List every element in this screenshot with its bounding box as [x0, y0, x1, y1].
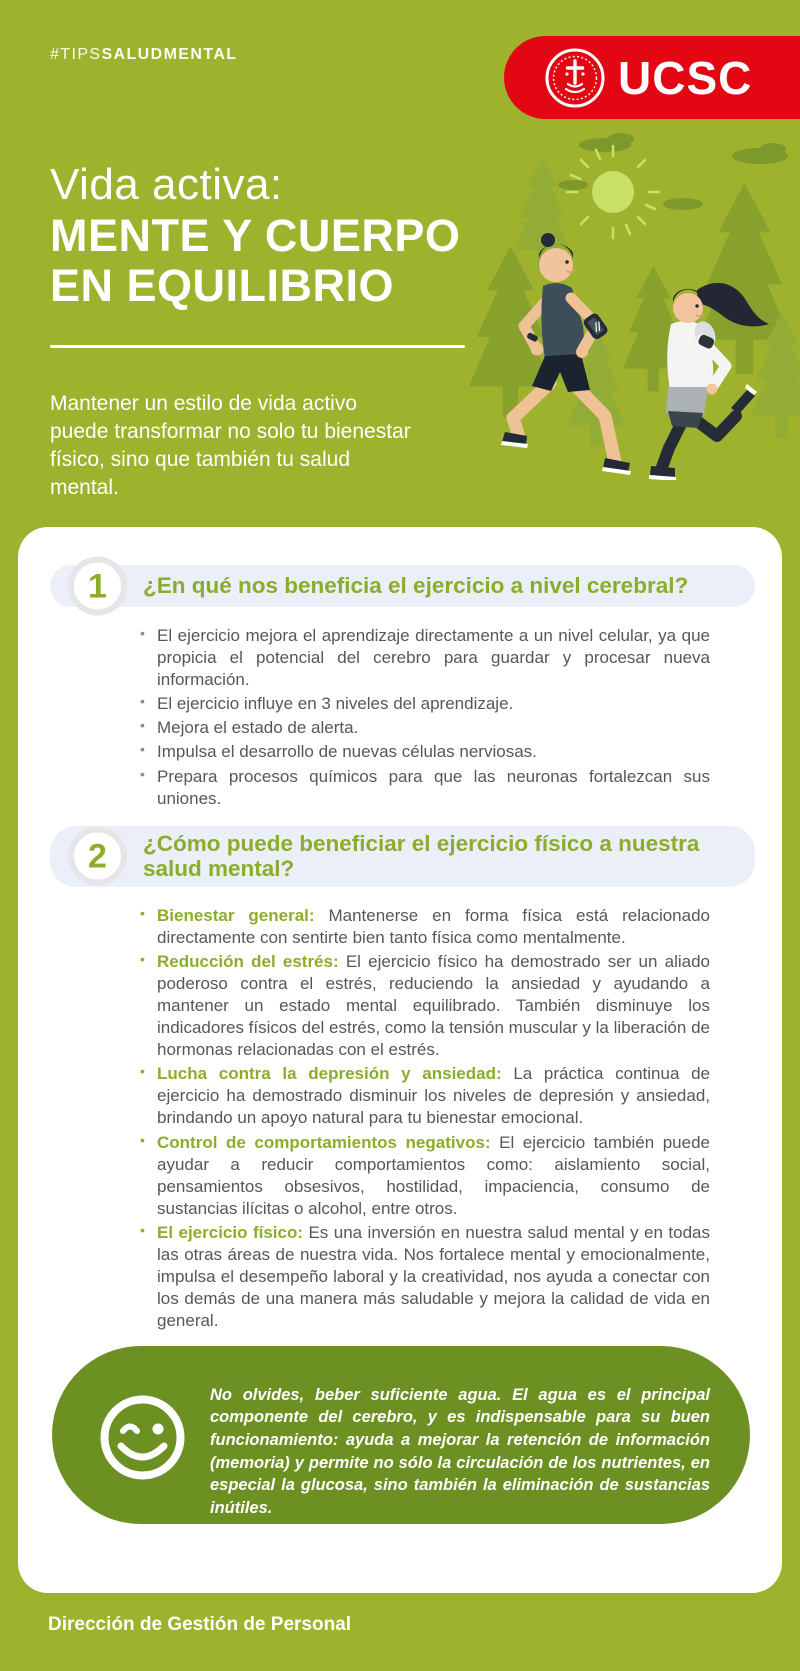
section-2-bullet-list: [157, 905, 710, 1333]
list-item: • El ejercicio influye en 3 niveles del aprendizaje.: [157, 693, 710, 715]
bullet-lead: Control de comportamientos negativos:: [157, 1132, 491, 1152]
section-1-bullet-list: [157, 625, 710, 810]
title-bold-line2: EN EQUILIBRIO: [50, 259, 395, 311]
content-card: [18, 527, 782, 1593]
list-item: • Control de comportamientos negativos: El ejercicio también puede ayudar a reducir comportamientos como: aislamiento social, pensamientos obsesivos, hostilidad, impaciencia, consumo de sustancias ilícitas o alcohol, entre otros.: [157, 1132, 710, 1220]
smiley-icon: [95, 1390, 190, 1485]
ucsc-logo-badge: [504, 36, 800, 119]
ucsc-seal-icon: [544, 47, 606, 109]
title-light: Vida activa:: [50, 160, 283, 209]
ucsc-logo-text: UCSC: [618, 51, 753, 104]
callout-lead: No olvides, beber suficiente agua.: [210, 1386, 502, 1405]
water-tip-callout: [52, 1346, 750, 1524]
bullet-lead: Lucha contra la depresión y ansiedad:: [157, 1064, 502, 1084]
bullet-lead: Bienestar general:: [157, 905, 315, 925]
list-item: • Prepara procesos químicos para que las neuronas fortalezcan sus uniones.: [157, 766, 710, 810]
intro-paragraph: Mantener un estilo de vida activo puede transformar no solo tu bienestar físico, sino que también tu salud mental.: [50, 392, 411, 500]
list-item: • El ejercicio físico: Es una inversión en nuestra salud mental y en todas las otras áreas de nuestra vida. Nos fortalece mental y emocionalmente, impulsa el desempeño laboral y la creatividad, nos ayuda a conectar con los demás de una manera más saludable y mejora la calidad de vida en general.: [157, 1222, 710, 1332]
section-1-title: ¿En qué nos beneficia el ejercicio a nivel cerebral?: [143, 573, 689, 599]
section-1-number-badge: 1: [68, 557, 127, 616]
footer-text: Dirección de Gestión de Personal: [48, 1614, 352, 1635]
hashtag-light: #TIPS: [50, 46, 102, 63]
bullet-lead: Reducción del estrés:: [157, 951, 339, 971]
title-block: [50, 160, 460, 311]
list-item: • Lucha contra la depresión y ansiedad: La práctica continua de ejercicio ha demostrado disminuir los niveles de depresión y ansiedad, brindando un apoyo natural para tu bienestar emocional.: [157, 1063, 710, 1129]
section-2-title: ¿Cómo puede beneficiar el ejercicio físico a nuestra salud mental?: [143, 830, 700, 882]
title-bold-line1: MENTE Y CUERPO: [50, 209, 461, 261]
cloud-shapes: [558, 133, 788, 210]
list-item: • Impulsa el desarrollo de nuevas células nerviosas.: [157, 741, 710, 763]
title-divider: [50, 345, 465, 348]
sun-icon: [567, 146, 659, 238]
section-2-number-badge: 2: [68, 827, 127, 886]
list-item: • Reducción del estrés: El ejercicio físico ha demostrado ser un aliado poderoso contra el estrés, reduciendo la ansiedad y ayudando a mantener un estado mental equilibrado. También disminuye los indicadores físicos del estrés, como la tensión muscular y la liberación de hormonas relacionadas con el estrés.: [157, 951, 710, 1061]
bullet-lead: El ejercicio físico:: [157, 1222, 304, 1242]
runners-illustration: [455, 128, 800, 480]
hashtag: [50, 46, 237, 64]
list-item: • Mejora el estado de alerta.: [157, 717, 710, 739]
section-2-header: [50, 826, 755, 887]
section-1-header: [50, 565, 755, 607]
list-item: • Bienestar general: Mantenerse en forma física está relacionado directamente con sentirte bien tanto física como mentalmente.: [157, 905, 710, 949]
hashtag-bold: SALUDMENTAL: [101, 46, 238, 63]
callout-text: No olvides, beber suficiente agua. El agua es el principal componente del cerebro, y es indispensable para su buen funcionamiento: ayuda a mejorar la retención de información (memoria) y permite no sólo la circulación de los nutrientes, en especial la glucosa, sino también la eliminación de sustancias inútiles.: [210, 1386, 710, 1518]
list-item: • El ejercicio mejora el aprendizaje directamente a un nivel celular, ya que propicia el potencial del cerebro para guardar y procesar nueva información.: [157, 625, 710, 691]
